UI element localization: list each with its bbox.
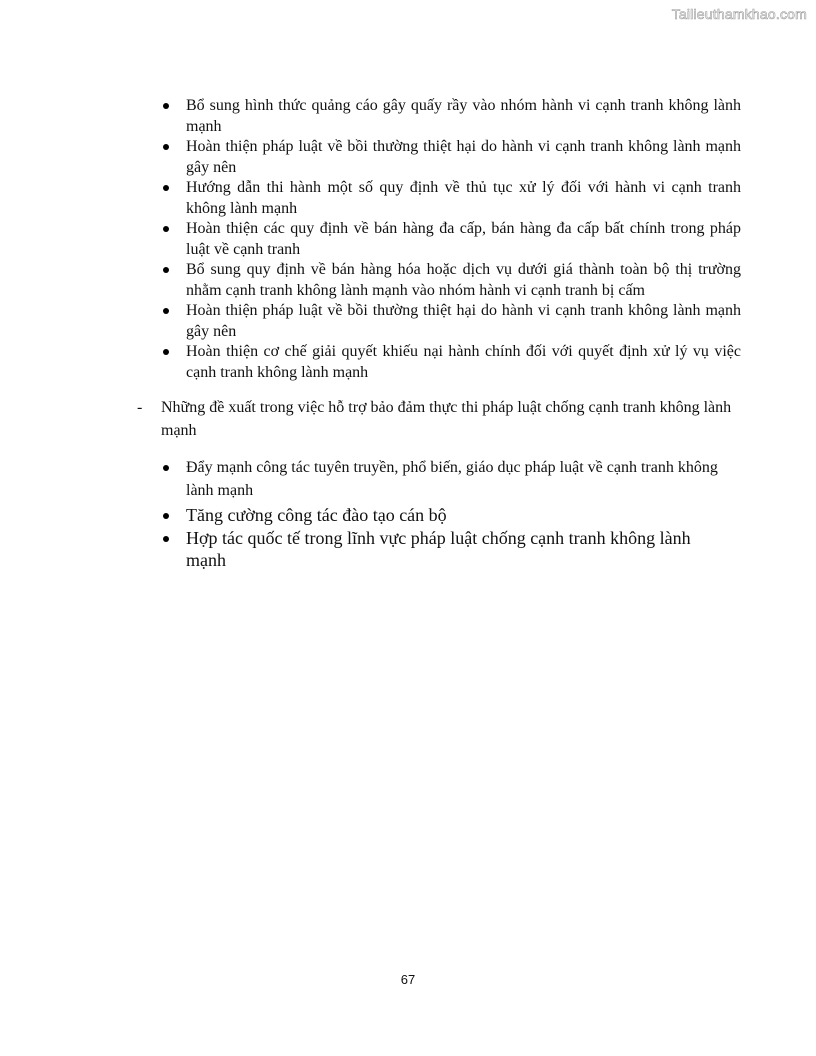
page-number: 67: [400, 972, 416, 987]
list-item: [186, 342, 741, 383]
bullet-icon: [163, 513, 169, 519]
list-item-text: Bổ sung quy định về bán hàng hóa hoặc dịch vụ dưới giá thành toàn bộ thị trường nhằm cạnh tranh không lành mạnh vào nhóm hành vi cạnh tranh bị cấm: [186, 261, 741, 299]
list-item: [186, 219, 741, 260]
list-item-text: Hoàn thiện pháp luật về bồi thường thiệt hại do hành vi cạnh tranh không lành mạnh gây nên: [186, 138, 741, 176]
bullet-icon: [163, 185, 169, 191]
list-item: [186, 504, 741, 526]
list-item-text: Bổ sung hình thức quảng cáo gây quấy rầy vào nhóm hành vi cạnh tranh không lành mạnh: [186, 97, 741, 135]
dash-heading: [137, 396, 741, 442]
list-item-text: Hợp tác quốc tế trong lĩnh vực pháp luật chống cạnh tranh không lành mạnh: [186, 528, 691, 570]
dash-marker: -: [137, 399, 143, 416]
bullet-icon: [163, 226, 169, 232]
bullet-icon: [163, 349, 169, 355]
list-item-text: Hoàn thiện pháp luật về bồi thường thiệt hại do hành vi cạnh tranh không lành mạnh gây nên: [186, 302, 741, 340]
list-item: [186, 260, 741, 301]
bullet-icon: [163, 144, 169, 150]
dash-heading-text: Những đề xuất trong việc hỗ trợ bảo đảm thực thi pháp luật chống cạnh tranh không lành mạnh: [161, 399, 732, 439]
bullet-icon: [163, 465, 169, 471]
list-item-text: Tăng cường công tác đào tạo cán bộ: [186, 505, 447, 525]
list-item: [186, 96, 741, 137]
bullet-icon: [163, 267, 169, 273]
list-item-text: Hoàn thiện các quy định về bán hàng đa cấp, bán hàng đa cấp bất chính trong pháp luật về cạnh tranh: [186, 220, 741, 258]
list-item-text: Hướng dẫn thi hành một số quy định về thủ tục xử lý đối với hành vi cạnh tranh không lành mạnh: [186, 179, 741, 217]
bullet-icon: [163, 103, 169, 109]
list-item-text: Hoàn thiện cơ chế giải quyết khiếu nại hành chính đối với quyết định xử lý vụ việc cạnh tranh không lành mạnh: [186, 343, 741, 381]
list-item: [186, 137, 741, 178]
watermark-text: Tailieuthamkhao.com: [671, 6, 807, 22]
list-item: [186, 301, 741, 342]
bullet-icon: [163, 308, 169, 314]
list-item: [186, 527, 726, 571]
list-item: [186, 178, 741, 219]
list-item-text: Đẩy mạnh công tác tuyên truyền, phổ biến, giáo dục pháp luật về cạnh tranh không lành mạnh: [186, 459, 718, 499]
list-item: [186, 456, 741, 502]
bullet-icon: [163, 536, 169, 542]
